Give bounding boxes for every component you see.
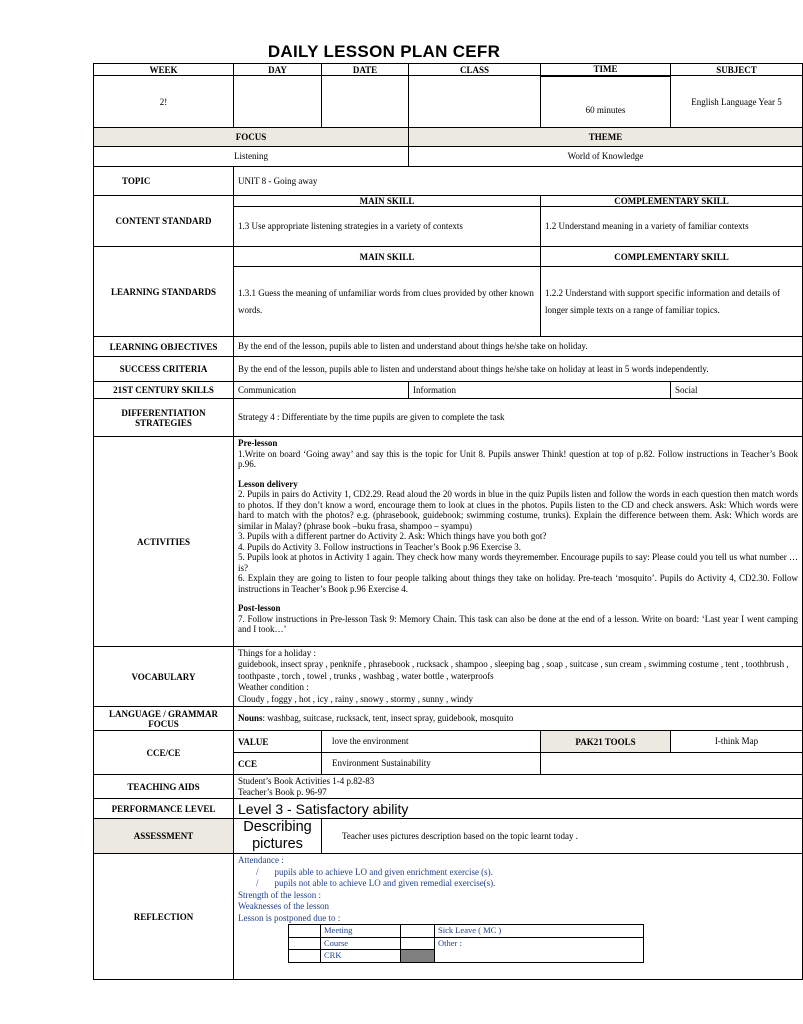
- activity-step-1: 1.Write on board ‘Going away’ and say this is the topic for Unit 8. Pupils answer Think! question at top of p.82. Follow instructions in Teacher’s Book p.96.: [238, 448, 798, 469]
- reason-crk: CRK: [321, 950, 401, 963]
- activity-step-5: 5. Pupils look at photos in Activity 1 again. They check how many words theyremember. Encourage pupils to say: Please could you tell us what number … is?: [238, 552, 798, 573]
- skill-information: Information: [409, 382, 671, 399]
- nouns-label: Nouns: [238, 713, 263, 724]
- vocab-holiday-heading: Things for a holiday :: [238, 647, 316, 658]
- subject-value: English Language Year 5: [671, 76, 803, 128]
- attendance-line: Attendance :: [238, 855, 284, 865]
- activity-step-4: 4. Pupils do Activity 3. Follow instructions in Teacher’s Book p.96 Exercise 3.: [238, 541, 522, 552]
- day-header: DAY: [234, 64, 322, 76]
- time-header: TIME: [541, 64, 671, 76]
- week-header: WEEK: [94, 64, 234, 76]
- lo-achieved-line: pupils able to achieve LO and given enrichment exercise (s).: [274, 866, 493, 877]
- checkbox-course[interactable]: [289, 937, 321, 950]
- skill-communication: Communication: [234, 382, 409, 399]
- topic-value: UNIT 8 - Going away: [234, 167, 803, 196]
- checkbox-sick-leave[interactable]: [401, 925, 435, 938]
- teaching-aids-value: [234, 775, 803, 799]
- content-standard-label: CONTENT STANDARD: [94, 196, 234, 247]
- activity-step-3: 3. Pupils with a different partner do Activity 2. Ask: Which things have you both got?: [238, 531, 547, 541]
- content-main-skill: 1.3 Use appropriate listening strategies in a variety of contexts: [234, 207, 541, 247]
- vocab-weather-words: Cloudy , foggy , hot , icy , rainy , snowy , stormy , sunny , windy: [238, 693, 473, 704]
- ls-main-skill: 1.3.1 Guess the meaning of unfamiliar words from clues provided by other known words.: [234, 267, 541, 337]
- cce-label: CCE/CE: [94, 731, 234, 775]
- page-title: DAILY LESSON PLAN CEFR: [267, 42, 501, 61]
- activities-label: ACTIVITIES: [94, 437, 234, 647]
- cce-value: Environment Sustainability: [322, 753, 541, 775]
- class-value: [409, 76, 541, 128]
- success-criteria-value: By the end of the lesson, pupils able to listen and understand about things he/she take on holiday at least in 5 words independently.: [234, 357, 803, 382]
- grammar-label: LANGUAGE / GRAMMAR FOCUS: [94, 707, 234, 731]
- ls-comp-skill: 1.2.2 Understand with support specific information and details of longer simple texts on a range of familiar topics.: [541, 267, 803, 337]
- performance-label: PERFORMANCE LEVEL: [94, 799, 234, 819]
- topic-label: TOPIC: [94, 167, 234, 196]
- lo-not-achieved-line: pupils not able to achieve LO and given remedial exercise(s).: [274, 878, 496, 888]
- content-comp-skill-header: COMPLEMENTARY SKILL: [541, 196, 803, 207]
- assessment-value: Teacher uses pictures description based on the topic learnt today .: [322, 819, 803, 854]
- weakness-line: Weaknesses of the lesson: [238, 901, 330, 911]
- cce-sub-label: CCE: [234, 753, 322, 775]
- lesson-delivery-heading: Lesson delivery: [238, 478, 298, 489]
- checkbox-other[interactable]: [401, 937, 435, 950]
- subject-header: SUBJECT: [671, 64, 803, 76]
- value-label: VALUE: [234, 731, 322, 753]
- activity-step-7: 7. Follow instructions in Pre-lesson Task 9: Memory Chain. This task can also be done at the end of a lesson. Write on board: ‘Last year I went camping and I took…’: [238, 613, 798, 634]
- time-value: 60 minutes: [541, 76, 671, 128]
- success-criteria-label: SUCCESS CRITERIA: [94, 357, 234, 382]
- reason-course: Course: [321, 937, 401, 950]
- activity-step-2: 2. Pupils in pairs do Activity 1, CD2.29. Read aloud the 20 words in blue in the quiz Pupils listen and follow the words in each question then match words to photos. If they don’t know a word, encourage them to look at clues in the photos. Pupils listen to the CD and check answers. Ask: Which words were hard to match with the photos? e.g. (phrasebook, guidebook; swimming costume, trunks). Explain the difference between them. Ask: Which words are similar in Malay? (phrase book –buku frasa, shampoo – syampu): [238, 489, 798, 531]
- slash-mark-a: /: [256, 866, 259, 877]
- grammar-value: [234, 707, 803, 731]
- postponed-line: Lesson is postponed due to :: [238, 912, 341, 923]
- theme-value: World of Knowledge: [409, 147, 803, 167]
- reason-other: Other :: [435, 937, 644, 962]
- focus-header: FOCUS: [94, 128, 409, 147]
- reflection-label: REFLECTION: [94, 854, 234, 980]
- differentiation-value: Strategy 4 : Differentiate by the time pupils are given to complete the task: [234, 399, 803, 437]
- aids-line-1: Student’s Book Activities 1-4 p.82-83: [238, 776, 375, 786]
- postponed-reasons-table: [288, 924, 644, 963]
- reflection-content: [234, 854, 803, 980]
- lesson-plan-table: [93, 63, 803, 980]
- vocabulary-label: VOCABULARY: [94, 647, 234, 707]
- skills-label: 21ST CENTURY SKILLS: [94, 382, 234, 399]
- date-header: DATE: [322, 64, 409, 76]
- performance-value: Level 3 - Satisfactory ability: [234, 799, 803, 819]
- activities-content: [234, 437, 803, 647]
- ls-comp-skill-header: COMPLEMENTARY SKILL: [541, 247, 803, 267]
- teaching-aids-label: TEACHING AIDS: [94, 775, 234, 799]
- aids-line-2: Teacher’s Book p. 96-97: [238, 786, 327, 797]
- class-header: CLASS: [409, 64, 541, 76]
- value-value: love the environment: [322, 731, 541, 753]
- grammar-words: : washbag, suitcase, rucksack, tent, insect spray, guidebook, mosquito: [262, 713, 514, 724]
- checkbox-crk[interactable]: [289, 950, 321, 963]
- reason-sick-leave: Sick Leave ( MC ): [435, 925, 644, 938]
- checkbox-meeting[interactable]: [289, 925, 321, 938]
- slash-mark-b: /: [256, 878, 259, 888]
- assessment-method: Describing pictures: [234, 819, 322, 854]
- objectives-label: LEARNING OBJECTIVES: [94, 337, 234, 357]
- pre-lesson-heading: Pre-lesson: [238, 438, 278, 448]
- week-value: 2!: [94, 76, 234, 128]
- pak21-value: I-think Map: [671, 731, 803, 753]
- vocab-weather-heading: Weather condition :: [238, 682, 309, 693]
- post-lesson-heading: Post-lesson: [238, 603, 281, 613]
- ls-main-skill-header: MAIN SKILL: [234, 247, 541, 267]
- differentiation-label: DIFFERENTIATION STRATEGIES: [94, 399, 234, 437]
- content-comp-skill: 1.2 Understand meaning in a variety of familiar contexts: [541, 207, 803, 247]
- focus-value: Listening: [94, 147, 409, 167]
- strength-line: Strength of the lesson :: [238, 889, 321, 900]
- content-main-skill-header: MAIN SKILL: [234, 196, 541, 207]
- theme-header: THEME: [409, 128, 803, 147]
- objectives-value: By the end of the lesson, pupils able to listen and understand about things he/she take on holiday.: [234, 337, 803, 357]
- learning-standards-label: LEARNING STANDARDS: [94, 247, 234, 337]
- reason-meeting: Meeting: [321, 925, 401, 938]
- skill-social: Social: [671, 382, 803, 399]
- grey-cell: [401, 950, 435, 963]
- vocab-holiday-words: guidebook, insect spray , penknife , phrasebook , rucksack , shampoo , sleeping bag , soap , suitcase , sun cream , swimming costume , tent , toothbrush , toothpaste , torch , towel , trunks , washbag , water bottle , waterproofs: [238, 659, 789, 681]
- date-value: [322, 76, 409, 128]
- pak21-label: PAK21 TOOLS: [541, 731, 671, 753]
- activity-step-6: 6. Explain they are going to listen to four people talking about things they take on holiday. Pre-teach ‘mosquito’. Pupils do Activity 4, CD2.30. Follow instructions in Teacher’s Book p.96 Exercise 4.: [238, 573, 798, 594]
- vocabulary-content: [234, 647, 803, 707]
- assessment-label: ASSESSMENT: [94, 819, 234, 854]
- day-value: [234, 76, 322, 128]
- cce-empty-cell: [541, 753, 803, 775]
